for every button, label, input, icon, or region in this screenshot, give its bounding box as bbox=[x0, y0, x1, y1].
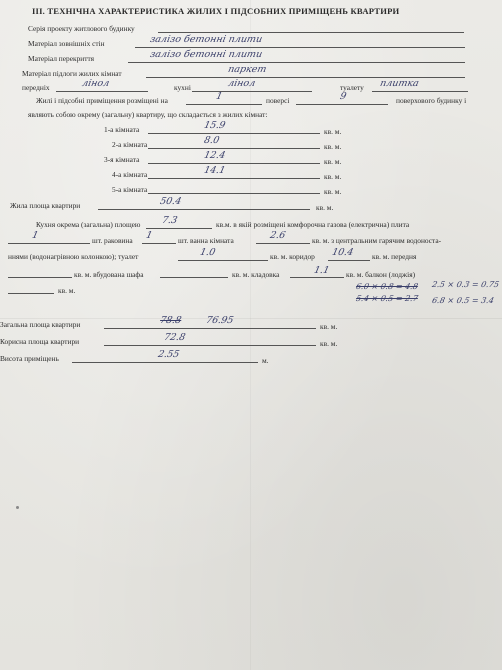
field-line bbox=[98, 209, 310, 210]
room-area: 15.9 bbox=[202, 120, 227, 131]
field-line bbox=[135, 47, 465, 48]
ceiling-value: залізо бетонні плити bbox=[148, 49, 264, 60]
label-height: Висота приміщень bbox=[0, 354, 59, 363]
label-consist: являють собою окрему (загальну) квартиру, що складається з жилих кімнат: bbox=[28, 110, 268, 119]
field-line bbox=[104, 345, 316, 346]
room-area: 12.4 bbox=[202, 150, 227, 161]
floor-number: 1 bbox=[214, 91, 224, 102]
label-useful-area: Корисна площа квартири bbox=[0, 337, 80, 346]
floor-value: паркет bbox=[226, 64, 268, 75]
field-line bbox=[296, 104, 388, 105]
label-hall-area: кв. м. передня bbox=[372, 252, 417, 261]
kitchen-floor-value: лінол bbox=[226, 78, 257, 89]
field-line bbox=[148, 193, 320, 194]
label-corridor: кв. м. коридор bbox=[270, 252, 315, 261]
unit: кв. м. bbox=[316, 203, 334, 212]
bath-area-value: 2.6 bbox=[268, 230, 287, 241]
balcony-struck-1: 6.0 × 0.8 = 4.8 bbox=[355, 282, 419, 291]
sinks-value: 1 bbox=[30, 230, 40, 241]
kitchen-area-value: 7.3 bbox=[160, 215, 179, 226]
corridor-area-value: 10.4 bbox=[330, 247, 355, 258]
field-line bbox=[256, 243, 310, 244]
hall-value: лінол bbox=[80, 78, 111, 89]
bath-count-value: 1 bbox=[144, 230, 154, 241]
field-line bbox=[142, 243, 176, 244]
balcony-calc-1: 2.5 × 0.3 = 0.75 bbox=[431, 280, 500, 289]
field-line bbox=[146, 228, 212, 229]
label-located-on: Жилі і підсобні приміщення розміщені на bbox=[36, 96, 168, 105]
balcony-struck-2: 5.4 × 0.5 = 2.7 bbox=[355, 294, 419, 303]
unit: кв. м. bbox=[320, 339, 338, 348]
field-line bbox=[328, 260, 370, 261]
field-line bbox=[290, 277, 344, 278]
field-line bbox=[8, 243, 90, 244]
label-wardrobe: кв. м. вбудована шафа bbox=[74, 270, 144, 279]
toilet-floor-value: плитка bbox=[378, 78, 420, 89]
height-value: 2.55 bbox=[156, 349, 181, 360]
total-area-value: 76.95 bbox=[204, 315, 235, 326]
room-label: 3-я кімната bbox=[104, 155, 140, 164]
room-label: 2-а кімната bbox=[112, 140, 148, 149]
field-line bbox=[56, 91, 148, 92]
label-storey-building: поверхового будинку і bbox=[396, 96, 467, 105]
field-line bbox=[158, 32, 464, 33]
label-bath: шт. ванна кімната bbox=[178, 236, 234, 245]
room-unit: кв. м. bbox=[324, 157, 342, 166]
living-area-value: 50.4 bbox=[158, 196, 183, 207]
field-line bbox=[148, 148, 320, 149]
label-walls: Матеріал зовнішніх стін bbox=[28, 39, 105, 48]
room-area: 14.1 bbox=[202, 165, 227, 176]
field-line bbox=[178, 260, 268, 261]
unit: кв. м. bbox=[320, 322, 338, 331]
room-unit: кв. м. bbox=[324, 187, 342, 196]
label-kitchen-area: Кухня окрема (загальна) площею bbox=[36, 220, 141, 229]
label-floor: Матеріал підлоги жилих кімнат bbox=[22, 69, 122, 78]
field-line bbox=[160, 277, 228, 278]
page-title: ІІІ. ТЕХНІЧНА ХАРАКТЕРИСТИКА ЖИЛИХ І ПІДСОБНИХ ПРИМІЩЕНЬ КВАРТИРИ bbox=[32, 6, 400, 16]
field-line bbox=[148, 178, 320, 179]
storeys-value: 9 bbox=[338, 91, 348, 102]
field-line bbox=[128, 62, 465, 63]
paper-crease bbox=[250, 0, 251, 670]
field-line bbox=[72, 362, 258, 363]
label-balcony: кв. м. балкон (лоджія) bbox=[346, 270, 416, 279]
label-kitchen: кухні bbox=[174, 83, 191, 92]
room-unit: кв. м. bbox=[324, 142, 342, 151]
paper-crease bbox=[0, 318, 502, 319]
field-line bbox=[192, 91, 312, 92]
field-line bbox=[148, 133, 320, 134]
room-unit: кв. м. bbox=[324, 172, 342, 181]
field-line bbox=[372, 91, 468, 92]
paper-mark bbox=[16, 506, 19, 509]
label-ceiling: Матеріал перекриття bbox=[28, 54, 95, 63]
label-total-area: Загальна площа квартири bbox=[0, 320, 81, 329]
field-line bbox=[148, 163, 320, 164]
label-kitchen-stove: кв.м. в якій розміщені комфорочна газова (електрична) плита bbox=[216, 220, 410, 229]
field-line bbox=[8, 293, 54, 294]
useful-area-value: 72.8 bbox=[162, 332, 187, 343]
unit: кв. м. bbox=[58, 286, 76, 295]
room-label: 5-а кімната bbox=[112, 185, 148, 194]
balcony-calc-2: 6.8 × 0.5 = 3.4 bbox=[431, 296, 495, 305]
room-area: 8.0 bbox=[202, 135, 221, 146]
label-toilet-area: ннями (водонагрівною колонкою); туалет bbox=[8, 252, 139, 261]
label-toilet: туалету bbox=[340, 83, 364, 92]
room-unit: кв. м. bbox=[324, 127, 342, 136]
storage-area-value: 1.1 bbox=[312, 265, 331, 276]
label-living-area: Жила площа квартири bbox=[10, 201, 81, 210]
room-label: 1-а кімната bbox=[104, 125, 140, 134]
field-line bbox=[8, 277, 72, 278]
room-label: 4-а кімната bbox=[112, 170, 148, 179]
label-storage: кв. м. кладовка bbox=[232, 270, 280, 279]
field-line bbox=[186, 104, 262, 105]
label-hot-water: кв. м. з центральним гарячим водоноста- bbox=[312, 236, 442, 245]
label-series: Серія проекту житлового будинку bbox=[28, 24, 135, 33]
toilet-area-value: 1.0 bbox=[198, 247, 217, 258]
label-hall: передніх bbox=[22, 83, 50, 92]
walls-value: залізо бетонні плити bbox=[148, 34, 264, 45]
label-floor-of: поверсі bbox=[266, 96, 290, 105]
total-area-struck: 78.8 bbox=[158, 315, 183, 326]
label-sinks: шт. раковина bbox=[92, 236, 133, 245]
unit: м. bbox=[262, 356, 269, 365]
field-line bbox=[104, 328, 316, 329]
